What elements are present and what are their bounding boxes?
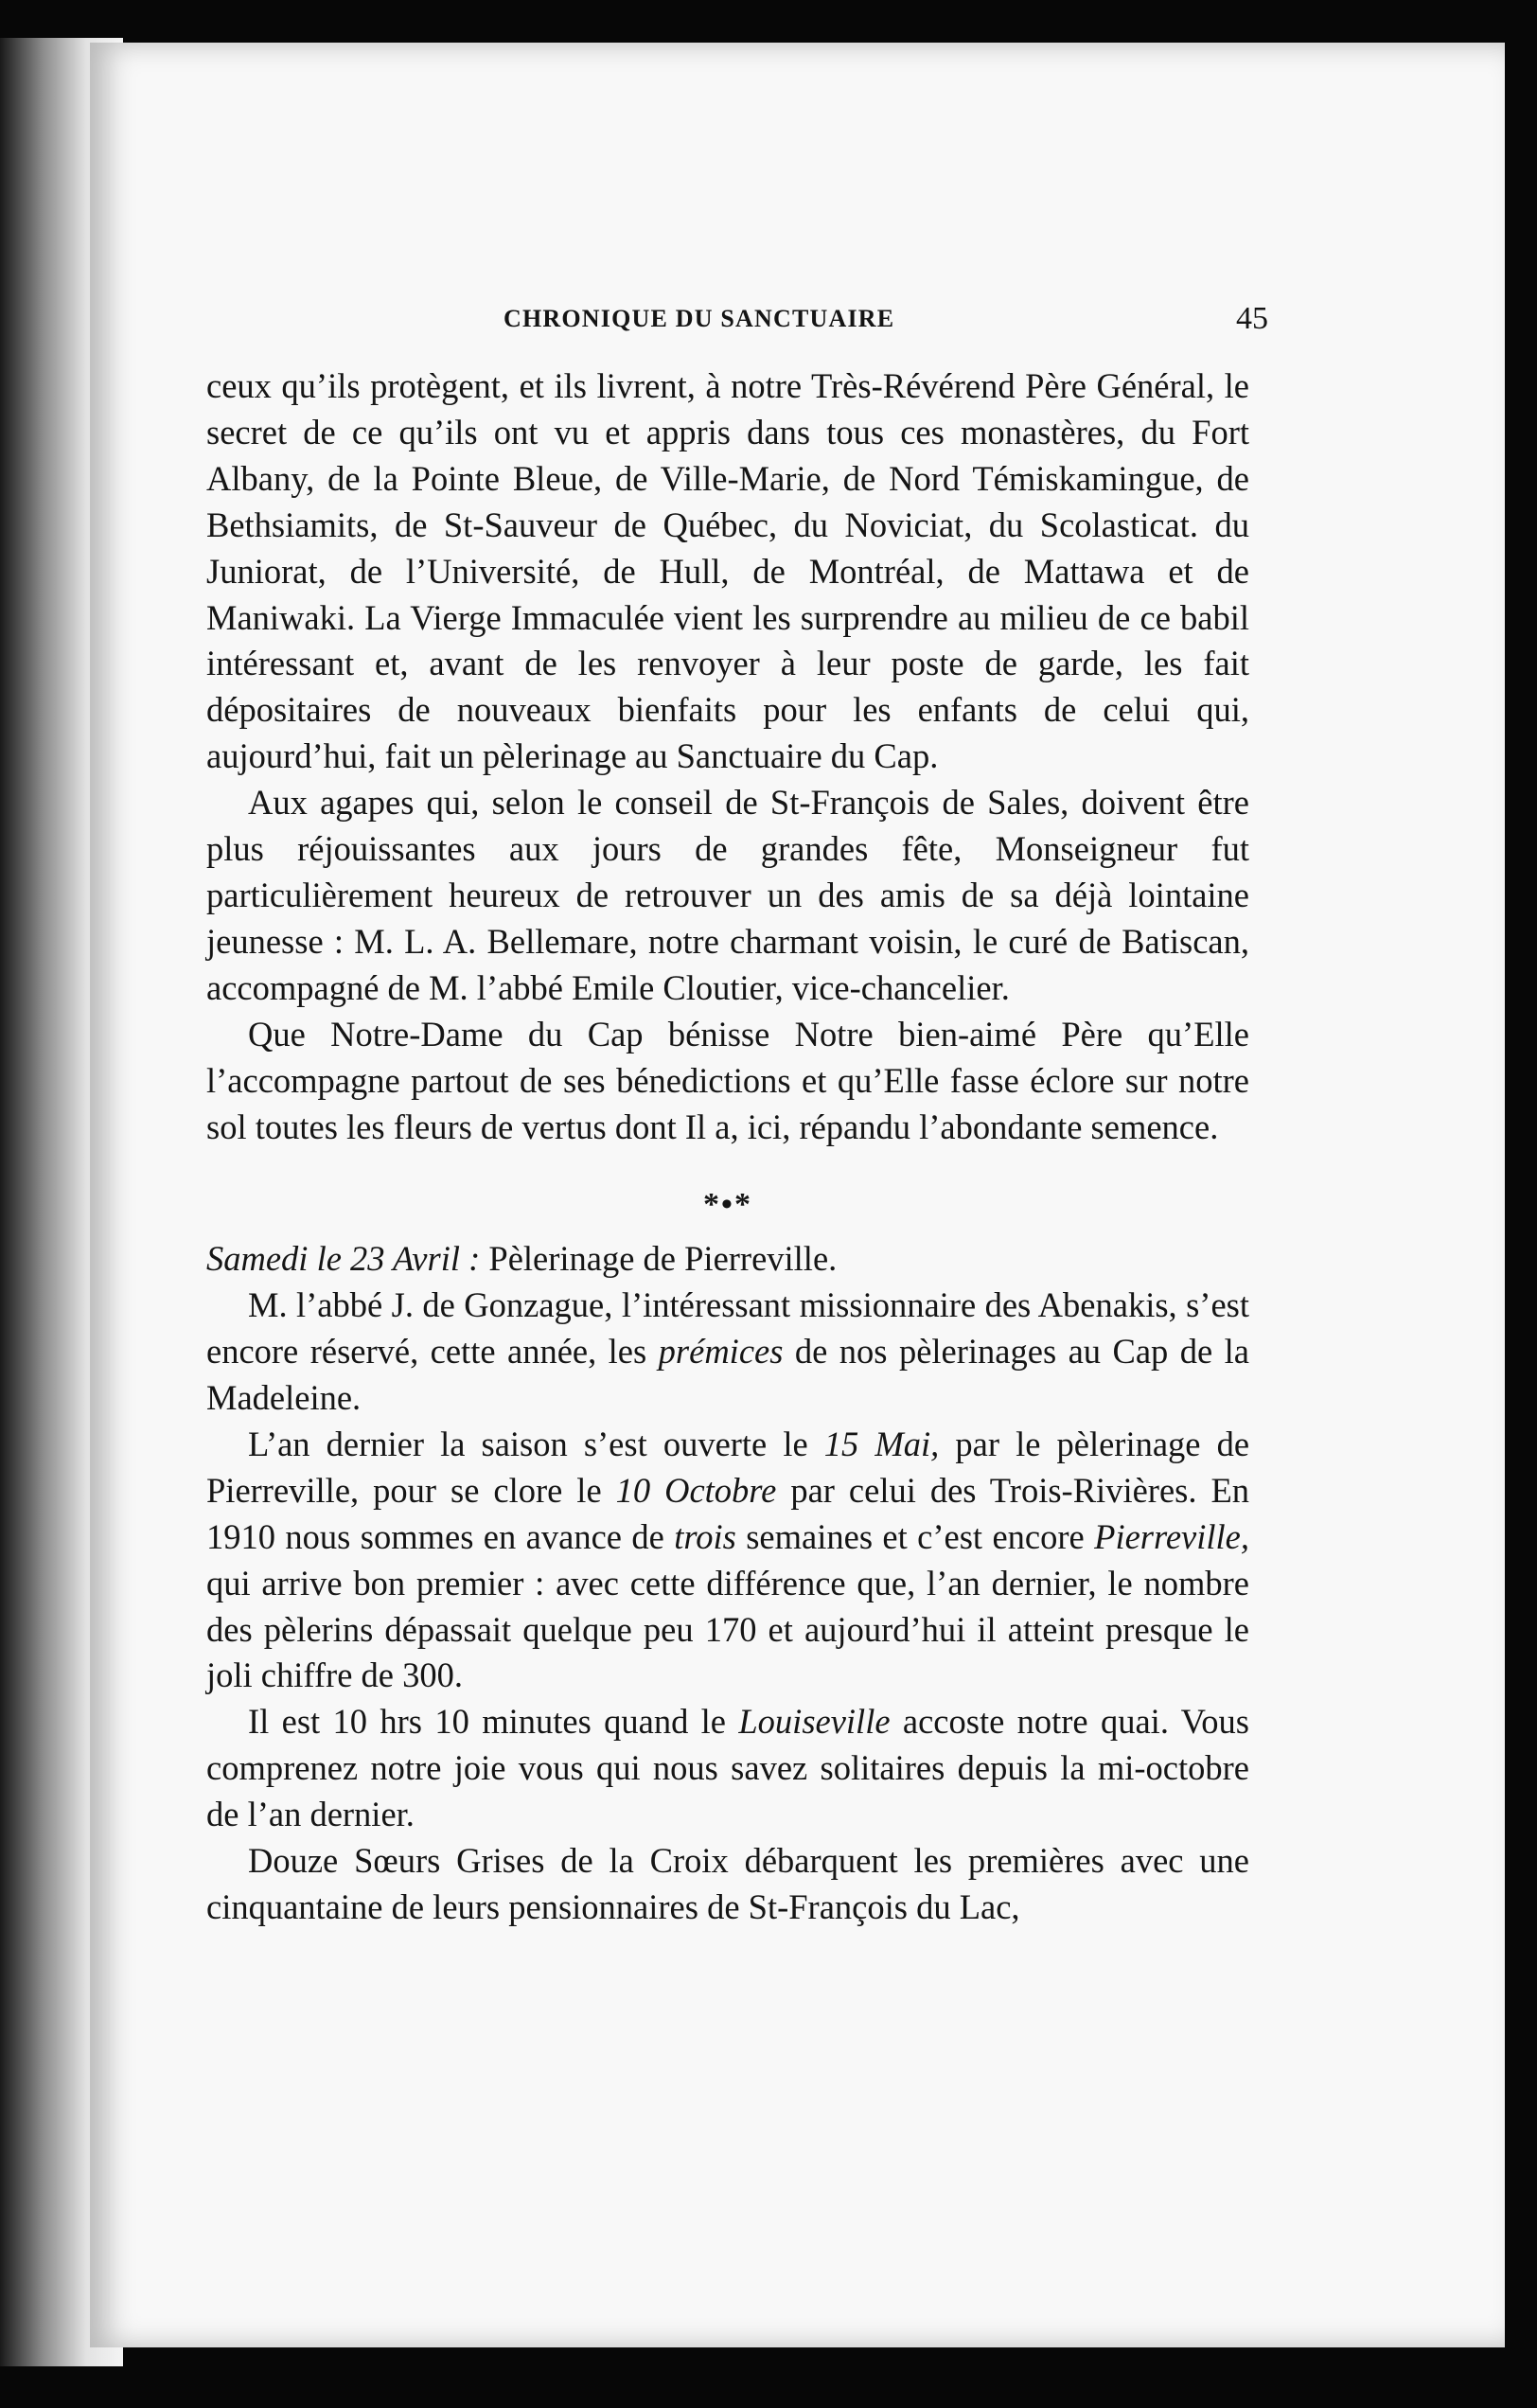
paragraph-6 — [206, 1422, 1249, 1699]
p6-c: par celui des Trois-Rivières. En 1910 nous sommes en avance de — [206, 1470, 1249, 1556]
paragraph-5 — [206, 1283, 1249, 1422]
paragraph-date-heading — [206, 1236, 1249, 1283]
date-heading-text: Pèlerinage de Pierreville. — [480, 1239, 838, 1279]
page-body — [206, 363, 1249, 1931]
p6-e: qui arrive bon premier : avec cette différence que, l’an dernier, le nombre des pèlerins dépassait quelque peu 170 et aujourd’hui il atteint presque le joli chiffre de 300. — [206, 1563, 1249, 1695]
date-label: Samedi le 23 Avril : — [206, 1239, 481, 1279]
paragraph-8: Douze Sœurs Grises de la Croix débarquent les premières avec une cinquantaine de leurs pensionnaires de St-François du Lac, — [206, 1841, 1249, 1926]
p6-em4: Pierreville, — [1094, 1516, 1249, 1556]
page-header — [492, 301, 1268, 343]
paragraph-2: Aux agapes qui, selon le conseil de St-François de Sales, doivent être plus réjouissantes aux jours de grandes fête, Monseigneur fut particulièrement heureux de retrouver un des amis de sa déjà lointaine jeunesse : M. L. A. Bellemare, notre charmant voisin, le curé de Batiscan, accompagné de M. l’abbé Emile Cloutier, vice-chancelier. — [206, 783, 1249, 1007]
page-number: 45 — [1236, 301, 1268, 336]
p5-end: de nos pèlerinages au Cap de la Madeleine. — [206, 1332, 1249, 1418]
paragraph-1: ceux qu’ils protègent, et ils livrent, à notre Très-Révérend Père Général, le secret de ce qu’ils ont vu et appris dans tous ces monastères, du Fort Albany, de la Pointe Bleue, de Ville-Marie, de Nord Témiskamingue, de Bethsiamits, de St-Sauveur de Québec, du Noviciat, du Scolasticat. du Juniorat, de l’Université, de Hull, de Montréal, de Mattawa et de Maniwaki. La Vierge Immaculée vient les surprendre au milieu de ce babil intéressant et, avant de les renvoyer à leur poste de garde, les fait dépositaires de nouveaux bienfaits pour les enfants de celui qui, aujourd’hui, fait un pèlerinage au Sanctuaire du Cap. — [206, 366, 1249, 776]
p6-em2: 10 Octobre — [615, 1470, 777, 1510]
running-title: CHRONIQUE DU SANCTUAIRE — [504, 305, 895, 332]
p6-a: L’an dernier la saison s’est ouverte le — [248, 1424, 824, 1463]
paragraph-3: Que Notre-Dame du Cap bénisse Notre bien-aimé Père qu’Elle l’accompagne partout de ses bénedictions et qu’Elle fasse éclore sur notre sol toutes les fleurs de vertus dont Il a, ici, répandu l’abondante semence. — [206, 1014, 1249, 1146]
p7-em: Louiseville — [738, 1702, 891, 1742]
p5-emphasis: prémices — [658, 1332, 784, 1372]
p5-text: M. l’abbé J. de Gonzague, l’intéressant missionnaire des Abenakis, s’est encore réservé, cette année, les — [206, 1285, 1249, 1372]
p6-d: semaines et c’est encore — [735, 1516, 1095, 1556]
p6-b: par le pèlerinage de Pierreville, pour se clore le — [206, 1424, 1250, 1510]
p6-em1: 15 Mai, — [823, 1424, 940, 1463]
section-separator: *•* — [703, 1187, 752, 1223]
p6-em3: trois — [674, 1516, 736, 1556]
p7-b: accoste notre quai. Vous comprenez notre joie vous qui nous savez solitaires depuis la mi-octobre de l’an dernier. — [206, 1702, 1250, 1834]
paragraph-7 — [206, 1699, 1249, 1838]
p7-a: Il est 10 hrs 10 minutes quand le — [248, 1702, 739, 1742]
